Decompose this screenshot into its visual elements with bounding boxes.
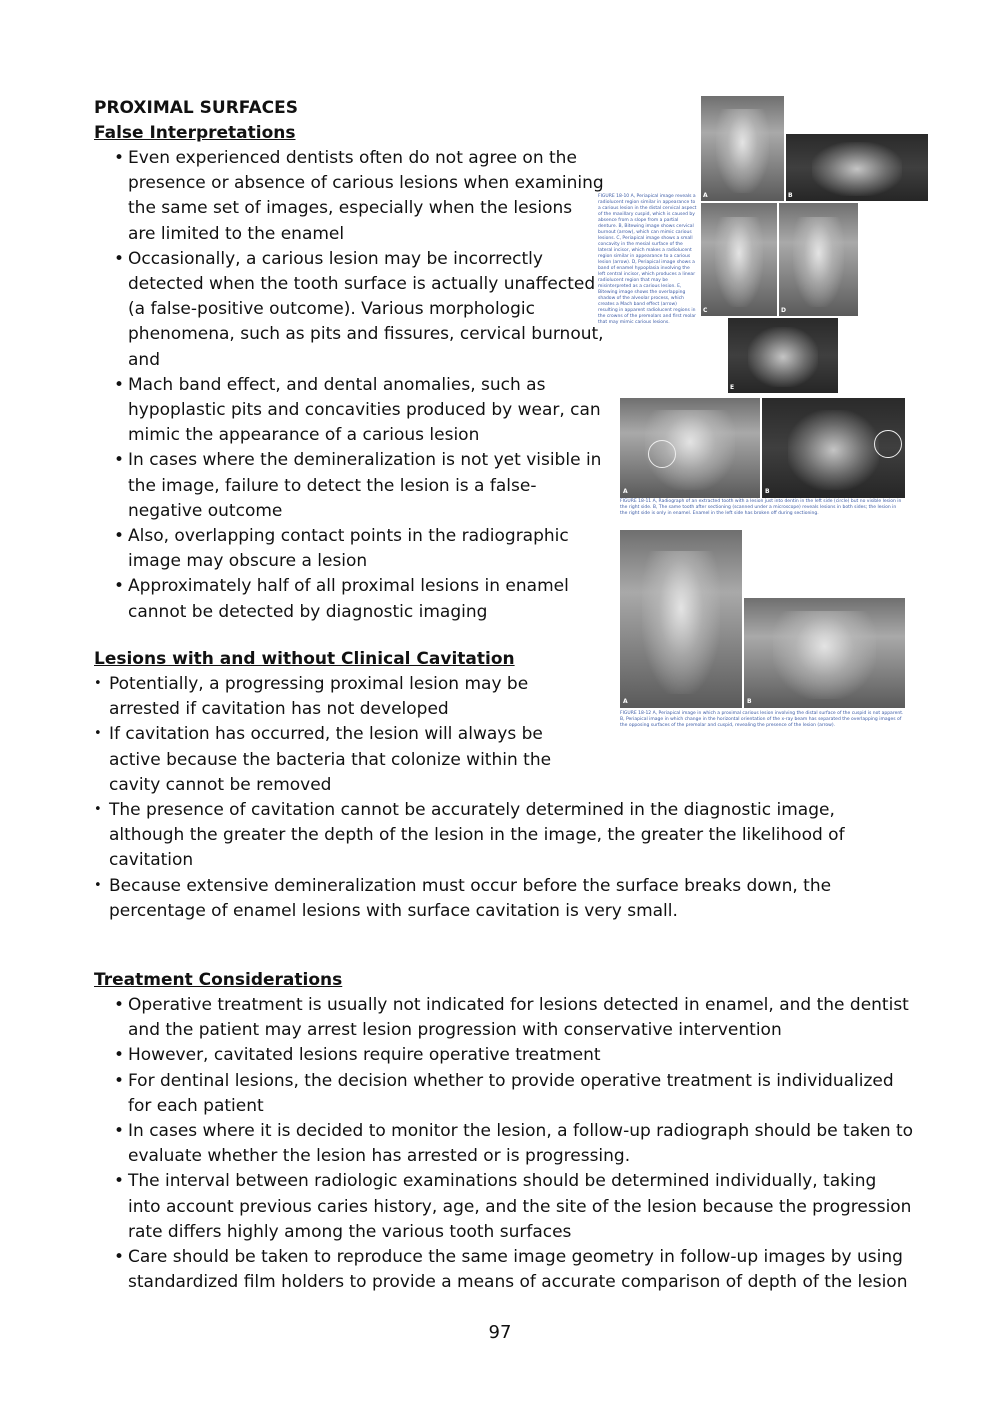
figure-caption: FIGURE 18-12 A, Periapical image in which a proximal carious lesion involving the distal surface of the cuspid is not apparent. B, Periapical image in which change in the horizontal orientation of the x-ray beam has separated the overlapping images of the opposing surfaces of the premolar and cuspid, revealing the presence of the lesion (arrow). <box>620 711 904 728</box>
list-item: • Even experienced dentists often do not agree on the presence or absence of carious lesions when examining the same set of images, especially when the lesions are limited to the enamel <box>94 146 604 247</box>
list-item: • Also, overlapping contact points in the radiographic image may obscure a lesion <box>94 524 604 574</box>
list-item: • Potentially, a progressing proximal lesion may be arrested if cavitation has not developed <box>94 672 574 722</box>
treatment-block <box>94 968 914 1295</box>
figure-caption: FIGURE 18-11 A, Radiograph of an extracted tooth with a lesion just into dentin in the left side (circle) but no visible lesion in the right side. B, The same tooth after sectioning (scanned under a microscope) reveals lesions in both sides; the lesion in the right side is only in enamel. Enamel in the left side has broken off during sectioning. <box>620 499 902 516</box>
panel-label: D <box>781 307 786 314</box>
figure-18-12 <box>620 530 905 740</box>
list-item: • The presence of cavitation cannot be accurately determined in the diagnostic image, although the greater the depth of the lesion in the image, the greater the likelihood of cavitation <box>94 798 894 874</box>
list-item: • Care should be taken to reproduce the same image geometry in follow-up images by using standardized film holders to provide a means of accurate comparison of depth of the lesion <box>94 1245 914 1295</box>
panel-label: E <box>730 384 735 391</box>
page-number: 97 <box>488 1322 512 1343</box>
list-item: • Approximately half of all proximal lesions in enamel cannot be detected by diagnostic imaging <box>94 574 604 624</box>
cavitation-list-wide <box>94 798 894 924</box>
cavitation-heading-block <box>94 647 574 798</box>
false-interpretations-list <box>94 146 604 625</box>
xray-image-a <box>620 530 742 708</box>
treatment-heading: Treatment Considerations <box>94 970 343 990</box>
panel-label: A <box>623 698 628 705</box>
xray-image-a <box>620 398 760 498</box>
cavitation-wide-block <box>94 798 894 924</box>
xray-image-b <box>744 598 905 708</box>
list-item: • In cases where it is decided to monitor the lesion, a follow-up radiograph should be taken to evaluate whether the lesion has arrested or is progressing. <box>94 1119 914 1169</box>
panel-label: A <box>703 192 708 199</box>
xray-image-d <box>779 203 858 316</box>
list-item: • Mach band effect, and dental anomalies, such as hypoplastic pits and concavities produced by wear, can mimic the appearance of a carious lesion <box>94 373 604 449</box>
section-title: PROXIMAL SURFACES <box>94 98 298 118</box>
list-item: • However, cavitated lesions require operative treatment <box>94 1043 914 1068</box>
cavitation-heading: Lesions with and without Clinical Cavitation <box>94 649 515 669</box>
list-item: • The interval between radiologic examinations should be determined individually, taking into account previous caries history, age, and the site of the lesion because the progression rate differs highly among the various tooth surfaces <box>94 1169 914 1245</box>
xray-image-e <box>728 318 838 393</box>
panel-label: B <box>788 192 793 199</box>
treatment-list <box>94 993 914 1295</box>
figure-caption: FIGURE 18-10 A, Periapical image reveals a radiolucent region similar in appearance to a carious lesion in the distal cervical aspect of the maxillary cuspid, which is caused by absence from a slope from a partial denture. B, Bitewing image shows cervical burnout (arrow), which can mimic carious lesions. C, Periapical image shows a small concavity in the mesial surface of the lateral incisor, which makes a radiolucent region similar in appearance to a carious lesion (arrow). D, Periapical image shows a band of enamel hypoplasia involving the left central incisor, which produces a linear radiolucent region that may be misinterpreted as a carious lesion. E, Bitewing image shows the overlapping shadow of the alveolar process, which creates a Mach band effect (arrow) resulting in apparent radiolucent regions in the crowns of the premolars and first molar that may mimic carious lesions. <box>598 194 697 325</box>
xray-image-b <box>786 134 928 201</box>
list-item: • Because extensive demineralization must occur before the surface breaks down, the percentage of enamel lesions with surface cavitation is very small. <box>94 874 894 924</box>
panel-label: B <box>765 488 770 495</box>
lesion-circle <box>648 440 676 468</box>
false-interpretations-heading: False Interpretations <box>94 123 296 143</box>
list-item: • For dentinal lesions, the decision whether to provide operative treatment is individualized for each patient <box>94 1069 914 1119</box>
figure-18-10 <box>598 96 928 396</box>
cavitation-list-narrow <box>94 672 574 798</box>
false-interpretations-block <box>94 96 604 625</box>
list-item: • If cavitation has occurred, the lesion will always be active because the bacteria that colonize within the cavity cannot be removed <box>94 722 574 798</box>
lesion-circle <box>874 430 902 458</box>
xray-image-a <box>701 96 784 201</box>
list-item: • In cases where the demineralization is not yet visible in the image, failure to detect the lesion is a false-negative outcome <box>94 448 604 524</box>
panel-label: C <box>703 307 708 314</box>
list-item: • Operative treatment is usually not indicated for lesions detected in enamel, and the dentist and the patient may arrest lesion progression with conservative intervention <box>94 993 914 1043</box>
figure-18-11 <box>620 398 905 520</box>
panel-label: A <box>623 488 628 495</box>
panel-label: B <box>747 698 752 705</box>
xray-image-c <box>701 203 777 316</box>
list-item: • Occasionally, a carious lesion may be incorrectly detected when the tooth surface is actually unaffected (a false-positive outcome). Various morphologic phenomena, such as pits and fissures, cervical burnout, and <box>94 247 604 373</box>
